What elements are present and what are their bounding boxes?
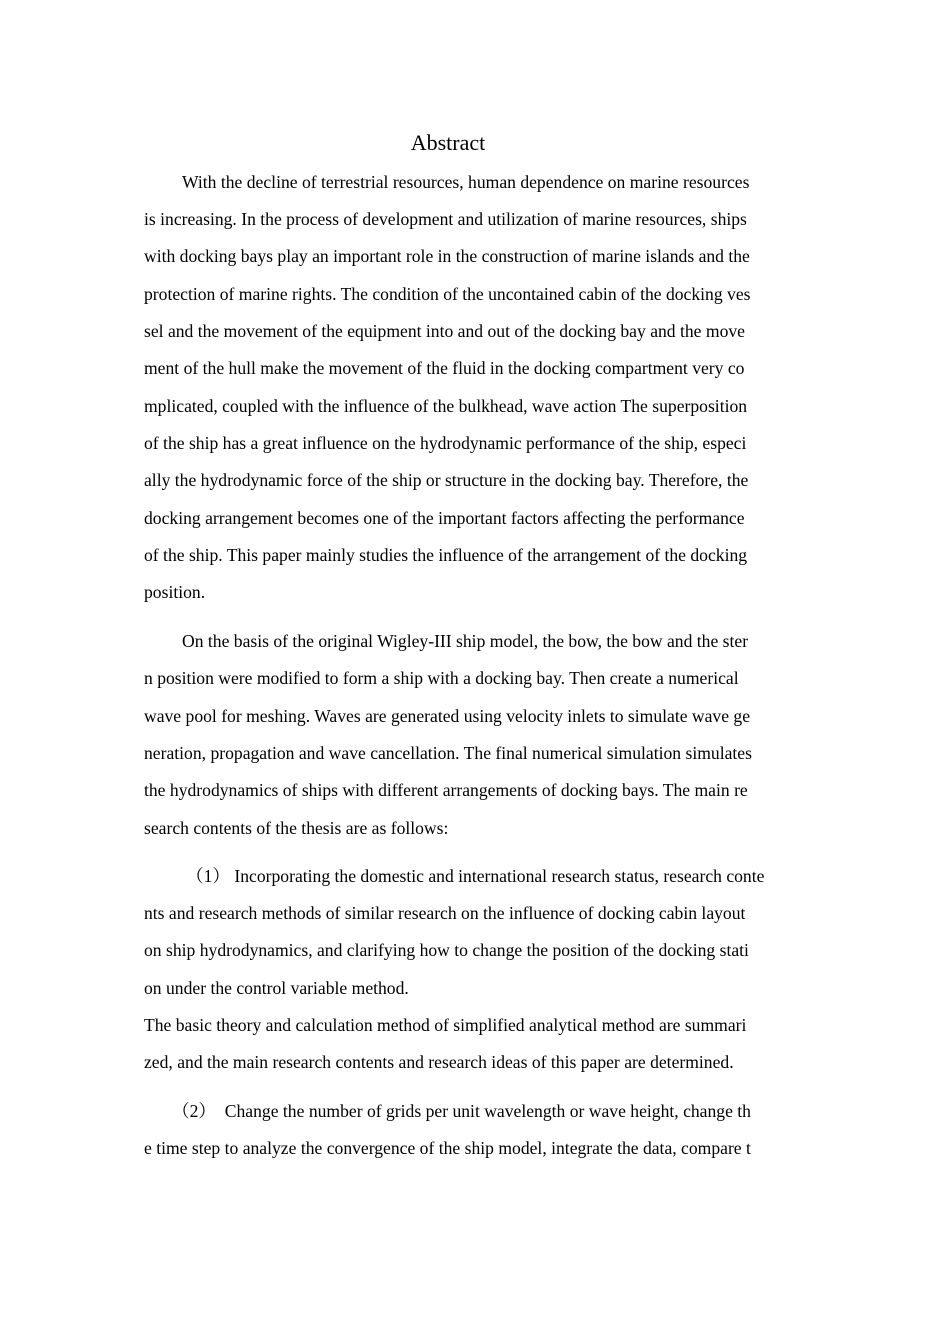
paragraph-1-line: of the ship has a great influence on the hydrodynamic performance of the ship, especi: [144, 433, 747, 453]
paragraph-1-line: with docking bays play an important role in the construction of marine islands and the: [144, 246, 750, 266]
paragraph-1-line: sel and the movement of the equipment into and out of the docking bay and the move: [144, 321, 745, 341]
paragraph-1-line: ment of the hull make the movement of the fluid in the docking compartment very co: [144, 358, 745, 378]
list-item-2-line: （2） Change the number of grids per unit wavelength or wave height, change th: [172, 1101, 751, 1121]
list-item-1-line: （1） Incorporating the domestic and international research status, research conte: [186, 866, 765, 886]
list-item-1-line: The basic theory and calculation method of simplified analytical method are summari: [144, 1015, 747, 1035]
list-item-1-line: on ship hydrodynamics, and clarifying how to change the position of the docking stati: [144, 940, 749, 960]
list-item-1-line: on under the control variable method.: [144, 978, 409, 998]
paragraph-1-line: position.: [144, 582, 206, 602]
paragraph-2-line: On the basis of the original Wigley-III ship model, the bow, the bow and the ster: [182, 631, 749, 651]
paragraph-2-line: n position were modified to form a ship with a docking bay. Then create a numerical: [144, 668, 739, 688]
paragraph-2-line: the hydrodynamics of ships with different arrangements of docking bays. The main re: [144, 780, 748, 800]
paragraph-2-line: search contents of the thesis are as follows:: [144, 818, 449, 838]
list-item-1-line: zed, and the main research contents and research ideas of this paper are determined.: [144, 1052, 734, 1072]
paragraph-1-line: is increasing. In the process of development and utilization of marine resources, ships: [144, 209, 747, 229]
list-item-1-line: nts and research methods of similar research on the influence of docking cabin layout: [144, 903, 746, 923]
paragraph-2-line: wave pool for meshing. Waves are generated using velocity inlets to simulate wave ge: [144, 706, 751, 726]
paragraph-1-line: of the ship. This paper mainly studies the influence of the arrangement of the docking: [144, 545, 748, 565]
paragraph-1-line: With the decline of terrestrial resources, human dependence on marine resources: [182, 172, 750, 192]
paragraph-2-line: neration, propagation and wave cancellation. The final numerical simulation simulates: [144, 743, 752, 763]
paragraph-1-line: protection of marine rights. The condition of the uncontained cabin of the docking ves: [144, 284, 751, 304]
abstract-title: Abstract: [410, 130, 486, 155]
list-item-2-line: e time step to analyze the convergence of the ship model, integrate the data, compare t: [144, 1138, 751, 1158]
paragraph-1-line: docking arrangement becomes one of the important factors affecting the performance: [144, 508, 745, 528]
paragraph-1-line: ally the hydrodynamic force of the ship or structure in the docking bay. Therefore, the: [144, 470, 749, 490]
paragraph-1-line: mplicated, coupled with the influence of the bulkhead, wave action The superposition: [144, 396, 748, 416]
